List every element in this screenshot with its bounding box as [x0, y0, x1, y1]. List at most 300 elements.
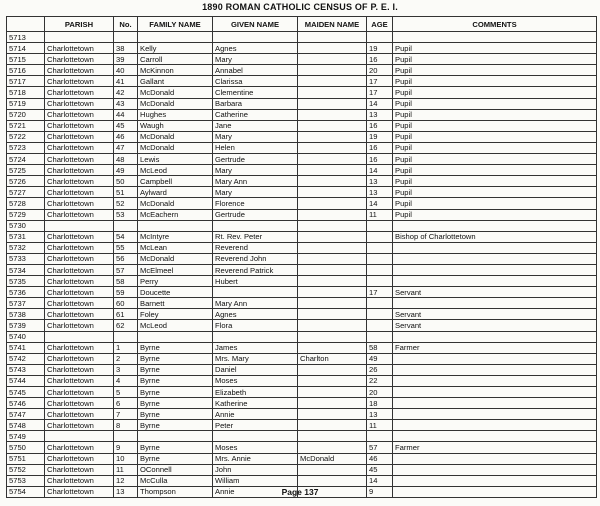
comments-cell: Pupil: [393, 109, 597, 120]
row-number-cell: 5720: [7, 109, 45, 120]
row-number-cell: 5716: [7, 65, 45, 76]
family-name-cell: McDonald: [138, 198, 213, 209]
row-number-cell: 5727: [7, 187, 45, 198]
maiden-name-cell: [298, 131, 367, 142]
given-name-cell: Gertrude: [213, 154, 298, 165]
table-row: [7, 287, 597, 298]
age-cell: 20: [367, 387, 393, 398]
table-row: [7, 331, 597, 342]
parish-cell: Charlottetown: [45, 187, 114, 198]
row-number-cell: 5721: [7, 120, 45, 131]
row-number-cell: 5718: [7, 87, 45, 98]
number-cell: 39: [114, 54, 138, 65]
given-name-cell: Mary Ann: [213, 176, 298, 187]
age-cell: 20: [367, 65, 393, 76]
number-cell: 53: [114, 209, 138, 220]
given-name-cell: Rt. Rev. Peter: [213, 231, 298, 242]
table-row: [7, 342, 597, 353]
table-row: [7, 420, 597, 431]
parish-cell: Charlottetown: [45, 198, 114, 209]
row-number-cell: 5730: [7, 220, 45, 231]
row-number-cell: 5729: [7, 209, 45, 220]
maiden-name-cell: [298, 176, 367, 187]
comments-cell: Farmer: [393, 342, 597, 353]
row-number-cell: 5745: [7, 387, 45, 398]
given-name-cell: John: [213, 464, 298, 475]
given-name-cell: Gertrude: [213, 209, 298, 220]
age-cell: 11: [367, 420, 393, 431]
table-row: [7, 475, 597, 486]
age-cell: 14: [367, 98, 393, 109]
table-row: [7, 353, 597, 364]
given-name-cell: Annie: [213, 409, 298, 420]
number-cell: 46: [114, 131, 138, 142]
maiden-name-cell: [298, 298, 367, 309]
age-cell: 9: [367, 486, 393, 497]
parish-cell: Charlottetown: [45, 54, 114, 65]
row-number-cell: 5725: [7, 165, 45, 176]
family-name-cell: Byrne: [138, 364, 213, 375]
given-name-cell: [213, 287, 298, 298]
family-name-cell: Byrne: [138, 442, 213, 453]
row-number-cell: 5742: [7, 353, 45, 364]
table-row: [7, 364, 597, 375]
given-name-cell: Hubert: [213, 276, 298, 287]
family-name-cell: Byrne: [138, 453, 213, 464]
given-name-cell: Katherine: [213, 398, 298, 409]
age-cell: 16: [367, 54, 393, 65]
parish-cell: Charlottetown: [45, 442, 114, 453]
row-number-cell: 5735: [7, 276, 45, 287]
maiden-name-cell: [298, 264, 367, 275]
family-name-cell: [138, 331, 213, 342]
comments-cell: [393, 464, 597, 475]
age-cell: [367, 298, 393, 309]
parish-cell: Charlottetown: [45, 364, 114, 375]
age-cell: 17: [367, 76, 393, 87]
table-row: [7, 309, 597, 320]
row-number-cell: 5715: [7, 54, 45, 65]
maiden-name-cell: [298, 431, 367, 442]
maiden-name-cell: [298, 375, 367, 386]
table-row: [7, 276, 597, 287]
family-name-cell: McKinnon: [138, 65, 213, 76]
row-number-cell: 5744: [7, 375, 45, 386]
number-cell: 40: [114, 65, 138, 76]
table-row: [7, 32, 597, 43]
given-name-cell: Mary: [213, 165, 298, 176]
parish-cell: Charlottetown: [45, 165, 114, 176]
number-cell: 60: [114, 298, 138, 309]
comments-cell: Pupil: [393, 43, 597, 54]
row-number-cell: 5740: [7, 331, 45, 342]
family-name-cell: McEachern: [138, 209, 213, 220]
age-cell: 16: [367, 142, 393, 153]
table-row: [7, 187, 597, 198]
number-cell: 45: [114, 120, 138, 131]
given-name-header: GIVEN NAME: [213, 17, 298, 32]
parish-cell: Charlottetown: [45, 276, 114, 287]
table-row: [7, 54, 597, 65]
maiden-name-cell: [298, 209, 367, 220]
number-cell: 9: [114, 442, 138, 453]
family-name-cell: McDonald: [138, 253, 213, 264]
maiden-name-cell: [298, 387, 367, 398]
maiden-name-cell: [298, 475, 367, 486]
age-cell: 26: [367, 364, 393, 375]
family-name-cell: Lewis: [138, 154, 213, 165]
row-number-cell: 5717: [7, 76, 45, 87]
given-name-cell: Elizabeth: [213, 387, 298, 398]
number-cell: 12: [114, 475, 138, 486]
maiden-name-cell: [298, 220, 367, 231]
maiden-name-cell: [298, 54, 367, 65]
maiden-name-cell: [298, 420, 367, 431]
comments-cell: Servant: [393, 320, 597, 331]
comments-cell: Bishop of Charlottetown: [393, 231, 597, 242]
family-name-cell: Kelly: [138, 43, 213, 54]
comments-cell: [393, 387, 597, 398]
given-name-cell: Annabel: [213, 65, 298, 76]
age-cell: [367, 276, 393, 287]
age-cell: 16: [367, 154, 393, 165]
given-name-cell: Mrs. Annie: [213, 453, 298, 464]
header-row: [7, 17, 597, 32]
table-row: [7, 43, 597, 54]
number-cell: 49: [114, 165, 138, 176]
family-name-cell: Byrne: [138, 398, 213, 409]
number-cell: 8: [114, 420, 138, 431]
parish-cell: Charlottetown: [45, 342, 114, 353]
family-name-cell: Perry: [138, 276, 213, 287]
row-number-cell: 5719: [7, 98, 45, 109]
maiden-name-cell: [298, 364, 367, 375]
comments-cell: [393, 453, 597, 464]
age-cell: [367, 220, 393, 231]
maiden-name-cell: [298, 331, 367, 342]
comments-cell: Farmer: [393, 442, 597, 453]
family-name-cell: Foley: [138, 309, 213, 320]
parish-cell: [45, 32, 114, 43]
maiden-name-cell: Charlton: [298, 353, 367, 364]
age-cell: 13: [367, 176, 393, 187]
age-cell: [367, 231, 393, 242]
family-name-cell: [138, 431, 213, 442]
maiden-name-cell: [298, 309, 367, 320]
number-cell: 59: [114, 287, 138, 298]
number-cell: 11: [114, 464, 138, 475]
table-row: [7, 242, 597, 253]
maiden-name-cell: [298, 76, 367, 87]
given-name-cell: Barbara: [213, 98, 298, 109]
maiden-name-cell: [298, 187, 367, 198]
table-row: [7, 409, 597, 420]
comments-cell: Pupil: [393, 131, 597, 142]
maiden-name-cell: McDonald: [298, 453, 367, 464]
parish-cell: Charlottetown: [45, 353, 114, 364]
maiden-name-cell: [298, 32, 367, 43]
row-number-cell: 5739: [7, 320, 45, 331]
table-row: [7, 231, 597, 242]
parish-cell: Charlottetown: [45, 98, 114, 109]
row-number-cell: 5713: [7, 32, 45, 43]
given-name-cell: Reverend Patrick: [213, 264, 298, 275]
family-name-cell: [138, 32, 213, 43]
given-name-cell: Flora: [213, 320, 298, 331]
comments-cell: Pupil: [393, 54, 597, 65]
age-cell: 45: [367, 464, 393, 475]
family-name-cell: OConnell: [138, 464, 213, 475]
comments-cell: [393, 242, 597, 253]
given-name-cell: [213, 220, 298, 231]
parish-cell: Charlottetown: [45, 43, 114, 54]
number-cell: 5: [114, 387, 138, 398]
table-row: [7, 109, 597, 120]
table-row: [7, 76, 597, 87]
number-cell: 50: [114, 176, 138, 187]
row-number-cell: 5743: [7, 364, 45, 375]
given-name-cell: Mary Ann: [213, 298, 298, 309]
comments-cell: [393, 420, 597, 431]
row-number-cell: 5728: [7, 198, 45, 209]
number-cell: 54: [114, 231, 138, 242]
age-cell: [367, 331, 393, 342]
family-name-cell: McIntyre: [138, 231, 213, 242]
parish-cell: Charlottetown: [45, 464, 114, 475]
given-name-cell: Clementine: [213, 87, 298, 98]
parish-cell: [45, 220, 114, 231]
parish-cell: Charlottetown: [45, 486, 114, 497]
given-name-cell: Daniel: [213, 364, 298, 375]
comments-cell: Pupil: [393, 142, 597, 153]
comments-cell: Pupil: [393, 165, 597, 176]
table-row: [7, 375, 597, 386]
age-cell: 18: [367, 398, 393, 409]
maiden-name-cell: [298, 120, 367, 131]
family-name-cell: Gallant: [138, 76, 213, 87]
parish-cell: Charlottetown: [45, 375, 114, 386]
maiden-name-cell: [298, 43, 367, 54]
comments-cell: Pupil: [393, 209, 597, 220]
age-cell: 13: [367, 409, 393, 420]
row-number-cell: 5746: [7, 398, 45, 409]
table-body: [7, 32, 597, 498]
maiden-name-cell: [298, 320, 367, 331]
age-header: AGE: [367, 17, 393, 32]
row-number-cell: 5749: [7, 431, 45, 442]
comments-cell: Servant: [393, 287, 597, 298]
given-name-cell: Annie: [213, 486, 298, 497]
age-cell: [367, 309, 393, 320]
parish-cell: Charlottetown: [45, 231, 114, 242]
table-row: [7, 65, 597, 76]
number-cell: 56: [114, 253, 138, 264]
age-cell: 19: [367, 131, 393, 142]
family-name-cell: Byrne: [138, 353, 213, 364]
parish-cell: [45, 331, 114, 342]
comments-cell: Pupil: [393, 176, 597, 187]
row-number-cell: 5747: [7, 409, 45, 420]
maiden-name-cell: [298, 287, 367, 298]
table-row: [7, 120, 597, 131]
table-row: [7, 87, 597, 98]
row-number-cell: 5754: [7, 486, 45, 497]
row-number-cell: 5741: [7, 342, 45, 353]
maiden-name-cell: [298, 109, 367, 120]
row-number-cell: 5732: [7, 242, 45, 253]
family-name-cell: McLeod: [138, 320, 213, 331]
number-cell: 1: [114, 342, 138, 353]
row-number-cell: 5736: [7, 287, 45, 298]
maiden-name-cell: [298, 464, 367, 475]
comments-cell: [393, 264, 597, 275]
comments-cell: [393, 220, 597, 231]
parish-cell: Charlottetown: [45, 420, 114, 431]
number-cell: 38: [114, 43, 138, 54]
row-number-cell: 5722: [7, 131, 45, 142]
number-header: No.: [114, 17, 138, 32]
age-cell: 17: [367, 87, 393, 98]
row-number-cell: 5731: [7, 231, 45, 242]
row-number-cell: 5734: [7, 264, 45, 275]
family-name-cell: Aylward: [138, 187, 213, 198]
age-cell: 14: [367, 475, 393, 486]
family-name-cell: McLeod: [138, 165, 213, 176]
given-name-cell: [213, 32, 298, 43]
given-name-cell: Clarissa: [213, 76, 298, 87]
family-name-cell: Byrne: [138, 420, 213, 431]
given-name-cell: Reverend John: [213, 253, 298, 264]
given-name-cell: Peter: [213, 420, 298, 431]
parish-header: PARISH: [45, 17, 114, 32]
comments-cell: Pupil: [393, 87, 597, 98]
given-name-cell: Florence: [213, 198, 298, 209]
age-cell: 13: [367, 187, 393, 198]
table-row: [7, 298, 597, 309]
parish-cell: Charlottetown: [45, 109, 114, 120]
table-row: [7, 320, 597, 331]
number-cell: 57: [114, 264, 138, 275]
family-name-cell: [138, 220, 213, 231]
family-name-cell: McDonald: [138, 142, 213, 153]
comments-cell: [393, 353, 597, 364]
age-cell: 46: [367, 453, 393, 464]
table-row: [7, 398, 597, 409]
comments-cell: Pupil: [393, 76, 597, 87]
comments-cell: [393, 375, 597, 386]
comments-cell: Pupil: [393, 65, 597, 76]
age-cell: 13: [367, 109, 393, 120]
given-name-cell: Agnes: [213, 43, 298, 54]
number-cell: 44: [114, 109, 138, 120]
family-name-cell: McLean: [138, 242, 213, 253]
age-cell: [367, 264, 393, 275]
given-name-cell: Mrs. Mary: [213, 353, 298, 364]
parish-cell: Charlottetown: [45, 131, 114, 142]
family-name-cell: Barnett: [138, 298, 213, 309]
maiden-name-cell: [298, 409, 367, 420]
age-cell: [367, 431, 393, 442]
maiden-name-cell: [298, 276, 367, 287]
maiden-name-cell: [298, 87, 367, 98]
parish-cell: Charlottetown: [45, 453, 114, 464]
given-name-cell: Mary: [213, 131, 298, 142]
comments-cell: [393, 431, 597, 442]
row-number-cell: 5750: [7, 442, 45, 453]
given-name-cell: Moses: [213, 442, 298, 453]
page-number: Page 137: [281, 487, 319, 497]
number-cell: 3: [114, 364, 138, 375]
age-cell: 57: [367, 442, 393, 453]
parish-cell: Charlottetown: [45, 154, 114, 165]
comments-cell: [393, 298, 597, 309]
row-number-cell: 5723: [7, 142, 45, 153]
family-name-cell: McDonald: [138, 98, 213, 109]
table-row: [7, 98, 597, 109]
family-name-cell: Campbell: [138, 176, 213, 187]
row-number-cell: 5752: [7, 464, 45, 475]
table-row: [7, 387, 597, 398]
given-name-cell: James: [213, 342, 298, 353]
maiden-name-cell: [298, 342, 367, 353]
maiden-name-cell: [298, 154, 367, 165]
family-name-cell: Byrne: [138, 409, 213, 420]
row-number-cell: 5733: [7, 253, 45, 264]
given-name-cell: Catherine: [213, 109, 298, 120]
family-name-cell: McDonald: [138, 87, 213, 98]
table-row: [7, 176, 597, 187]
table-row: [7, 142, 597, 153]
table-row: [7, 209, 597, 220]
age-cell: [367, 320, 393, 331]
family-name-cell: Byrne: [138, 387, 213, 398]
comments-cell: Servant: [393, 309, 597, 320]
parish-cell: Charlottetown: [45, 264, 114, 275]
number-cell: 52: [114, 198, 138, 209]
parish-cell: Charlottetown: [45, 409, 114, 420]
age-cell: 16: [367, 120, 393, 131]
family-name-cell: McCulla: [138, 475, 213, 486]
parish-cell: Charlottetown: [45, 398, 114, 409]
maiden-name-cell: [298, 398, 367, 409]
row-number-cell: 5726: [7, 176, 45, 187]
document-title: 1890 ROMAN CATHOLIC CENSUS OF P. E. I.: [202, 2, 398, 12]
age-cell: 19: [367, 43, 393, 54]
row-number-cell: 5748: [7, 420, 45, 431]
age-cell: 11: [367, 209, 393, 220]
table-row: [7, 453, 597, 464]
parish-cell: Charlottetown: [45, 475, 114, 486]
age-cell: [367, 242, 393, 253]
row-number-cell: 5753: [7, 475, 45, 486]
given-name-cell: Agnes: [213, 309, 298, 320]
family-name-cell: McElmeel: [138, 264, 213, 275]
age-cell: 14: [367, 198, 393, 209]
comments-cell: Pupil: [393, 98, 597, 109]
number-cell: 2: [114, 353, 138, 364]
parish-cell: Charlottetown: [45, 309, 114, 320]
maiden-name-cell: [298, 142, 367, 153]
parish-cell: [45, 431, 114, 442]
parish-cell: Charlottetown: [45, 387, 114, 398]
maiden-name-cell: [298, 253, 367, 264]
family-name-cell: Doucette: [138, 287, 213, 298]
comments-cell: [393, 409, 597, 420]
row-number-cell: 5751: [7, 453, 45, 464]
age-cell: [367, 32, 393, 43]
table-row: [7, 264, 597, 275]
comments-cell: [393, 331, 597, 342]
